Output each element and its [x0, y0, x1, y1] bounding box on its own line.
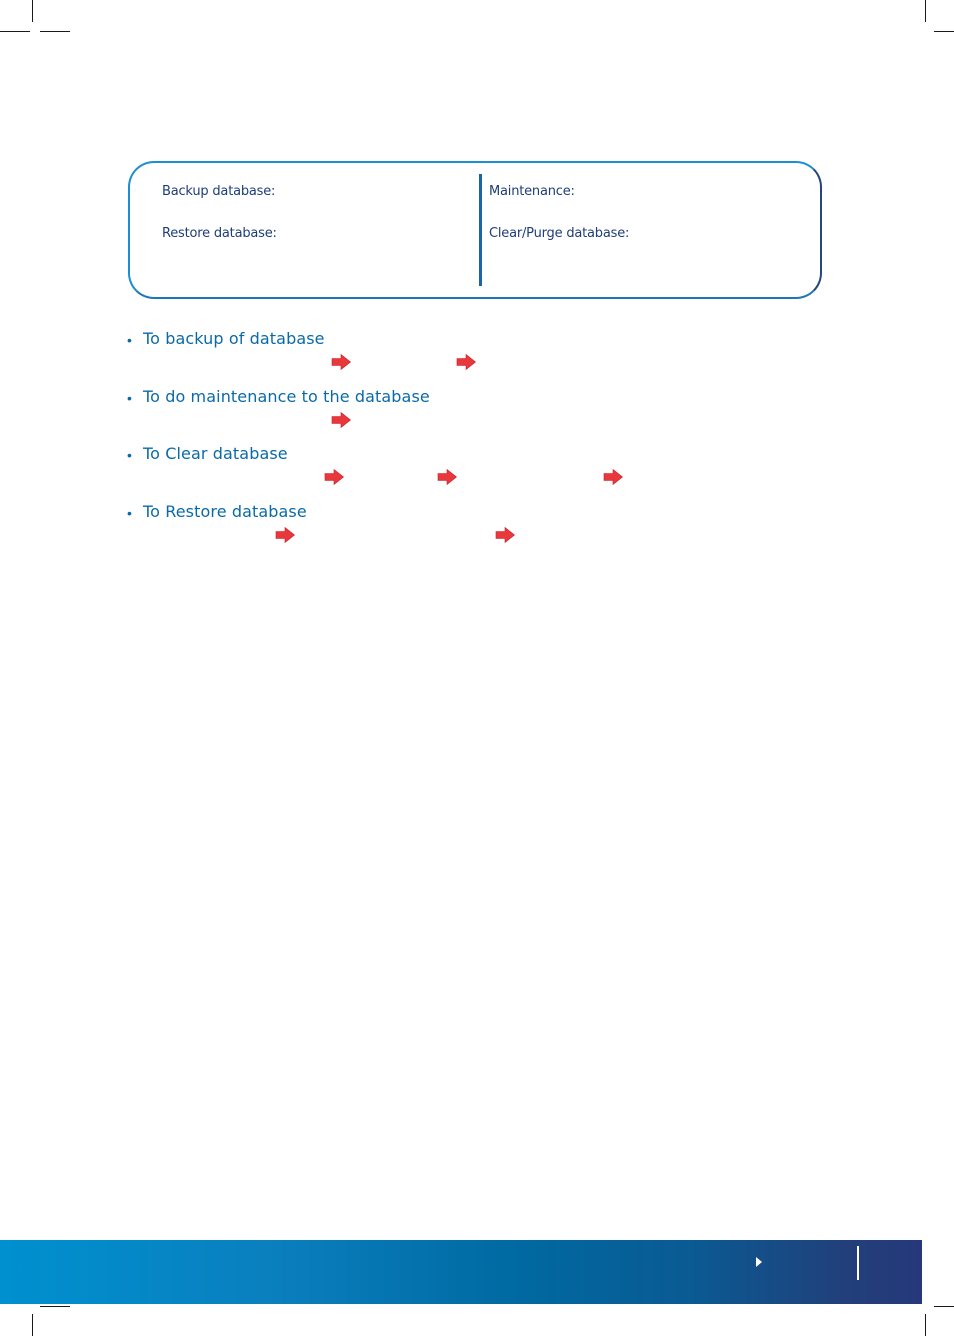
crop-mark — [32, 1314, 33, 1336]
crop-mark — [925, 1314, 926, 1336]
right-arrow-icon — [437, 469, 457, 485]
right-arrow-icon — [495, 527, 515, 543]
right-arrow-icon — [456, 354, 476, 370]
right-arrow-icon — [275, 527, 295, 543]
crop-mark — [934, 31, 954, 32]
bullet: • — [127, 447, 132, 463]
bullet: • — [127, 332, 132, 348]
summary-divider — [479, 174, 482, 286]
footer-bar — [0, 1240, 922, 1304]
item-title-clear: To Clear database — [143, 444, 288, 463]
crop-mark — [40, 31, 70, 32]
crop-mark — [40, 1306, 70, 1307]
backup-database-label: Backup database: — [162, 184, 276, 199]
bullet: • — [127, 390, 132, 406]
crop-mark — [0, 31, 30, 32]
crop-mark — [934, 1306, 954, 1307]
restore-database-label: Restore database: — [162, 226, 277, 241]
crop-mark — [32, 0, 33, 22]
play-icon — [756, 1257, 762, 1267]
right-arrow-icon — [331, 354, 351, 370]
item-title-backup: To backup of database — [143, 329, 325, 348]
bullet: • — [127, 505, 132, 521]
maintenance-label: Maintenance: — [489, 184, 575, 199]
right-arrow-icon — [603, 469, 623, 485]
item-title-restore: To Restore database — [143, 502, 307, 521]
item-title-maintenance: To do maintenance to the database — [143, 387, 430, 406]
footer-separator — [857, 1246, 859, 1280]
crop-mark — [925, 0, 926, 22]
right-arrow-icon — [331, 412, 351, 428]
right-arrow-icon — [324, 469, 344, 485]
clear-purge-database-label: Clear/Purge database: — [489, 226, 630, 241]
